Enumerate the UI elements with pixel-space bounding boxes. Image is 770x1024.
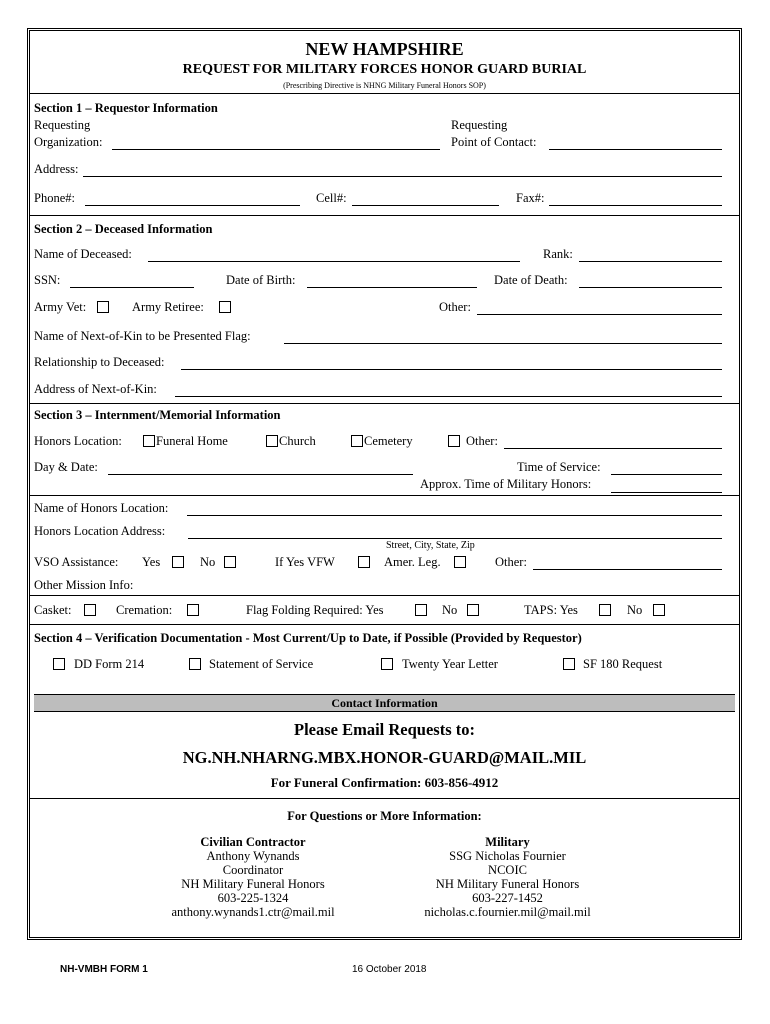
flag-no-label: No bbox=[442, 603, 458, 617]
form-number: NH-VMBH FORM 1 bbox=[60, 964, 148, 975]
statement-checkbox[interactable] bbox=[189, 658, 201, 670]
cell-label: Cell#: bbox=[316, 191, 347, 205]
divider bbox=[30, 624, 739, 625]
directive-note: (Prescribing Directive is NHNG Military Funeral Honors SOP) bbox=[283, 81, 486, 90]
other-field[interactable] bbox=[477, 314, 722, 315]
time-of-service-field[interactable] bbox=[611, 474, 722, 475]
military-email[interactable]: nicholas.c.fournier.mil@mail.mil bbox=[424, 905, 591, 919]
honors-location-address-field[interactable] bbox=[188, 538, 722, 539]
divider bbox=[30, 595, 739, 596]
form-state-title: NEW HAMPSHIRE bbox=[305, 39, 464, 59]
flag-yes-checkbox[interactable] bbox=[415, 604, 427, 616]
divider bbox=[30, 215, 739, 216]
civilian-heading: Civilian Contractor bbox=[200, 835, 306, 849]
form-frame bbox=[27, 28, 742, 940]
day-date-field[interactable] bbox=[108, 474, 413, 475]
civilian-role: Coordinator bbox=[222, 863, 284, 877]
vso-other-label: Other: bbox=[495, 555, 527, 569]
email-address-link[interactable]: NG.NH.NHARNG.MBX.HONOR-GUARD@MAIL.MIL bbox=[182, 748, 587, 767]
army-vet-checkbox[interactable] bbox=[97, 301, 109, 313]
vso-no-label: No bbox=[200, 555, 216, 569]
phone-label: Phone#: bbox=[34, 191, 75, 205]
fax-label: Fax#: bbox=[516, 191, 545, 205]
time-of-service-label: Time of Service: bbox=[517, 460, 601, 474]
casket-checkbox[interactable] bbox=[84, 604, 96, 616]
contact-bar-label: Contact Information bbox=[331, 696, 438, 710]
amer-leg-checkbox[interactable] bbox=[454, 556, 466, 568]
civilian-contact-block bbox=[143, 835, 363, 919]
sf180-checkbox[interactable] bbox=[563, 658, 575, 670]
other-mission-label: Other Mission Info: bbox=[34, 578, 134, 592]
phone-field[interactable] bbox=[85, 205, 300, 206]
taps-no-checkbox[interactable] bbox=[653, 604, 665, 616]
honors-location-name-label: Name of Honors Location: bbox=[34, 501, 169, 515]
section2-title: Section 2 – Deceased Information bbox=[34, 222, 213, 236]
vso-other-field[interactable] bbox=[533, 569, 722, 570]
organization-label: Organization: bbox=[34, 135, 103, 149]
flag-no-checkbox[interactable] bbox=[467, 604, 479, 616]
military-org: NH Military Funeral Honors bbox=[435, 877, 580, 891]
military-name: SSG Nicholas Fournier bbox=[449, 849, 566, 863]
ssn-label: SSN: bbox=[34, 273, 61, 287]
army-vet-label: Army Vet: bbox=[34, 300, 87, 314]
twenty-year-checkbox[interactable] bbox=[381, 658, 393, 670]
point-of-contact-label: Point of Contact: bbox=[451, 135, 537, 149]
organization-field[interactable] bbox=[112, 149, 440, 150]
cell-field[interactable] bbox=[352, 205, 499, 206]
church-checkbox[interactable] bbox=[266, 435, 278, 447]
dod-field[interactable] bbox=[579, 287, 722, 288]
address-field[interactable] bbox=[83, 176, 722, 177]
vso-no-checkbox[interactable] bbox=[224, 556, 236, 568]
funeral-home-label: Funeral Home bbox=[156, 434, 228, 448]
contact-bar bbox=[34, 694, 735, 712]
vso-yes-label: Yes bbox=[142, 555, 161, 569]
cemetery-checkbox[interactable] bbox=[351, 435, 363, 447]
approx-time-label: Approx. Time of Military Honors: bbox=[420, 477, 592, 491]
relationship-field[interactable] bbox=[181, 369, 722, 370]
flag-folding-label: Flag Folding Required: Yes bbox=[246, 603, 384, 617]
next-of-kin-field[interactable] bbox=[284, 343, 722, 344]
form-date: 16 October 2018 bbox=[352, 964, 427, 975]
civilian-name: Anthony Wynands bbox=[206, 849, 300, 863]
vso-yes-checkbox[interactable] bbox=[172, 556, 184, 568]
dod-label: Date of Death: bbox=[494, 273, 568, 287]
address-hint: Street, City, State, Zip bbox=[386, 540, 475, 551]
section3-title: Section 3 – Internment/Memorial Information bbox=[34, 408, 281, 422]
vso-label: VSO Assistance: bbox=[34, 555, 119, 569]
deceased-name-field[interactable] bbox=[148, 261, 520, 262]
twenty-year-label: Twenty Year Letter bbox=[402, 657, 498, 671]
point-of-contact-field[interactable] bbox=[549, 149, 722, 150]
location-other-checkbox[interactable] bbox=[448, 435, 460, 447]
cremation-label: Cremation: bbox=[116, 603, 173, 617]
questions-heading: For Questions or More Information: bbox=[287, 809, 482, 823]
honors-location-name-field[interactable] bbox=[187, 515, 722, 516]
relationship-label: Relationship to Deceased: bbox=[34, 355, 165, 369]
location-other-label: Other: bbox=[466, 434, 498, 448]
deceased-name-label: Name of Deceased: bbox=[34, 247, 132, 261]
honors-location-label: Honors Location: bbox=[34, 434, 122, 448]
fax-field[interactable] bbox=[549, 205, 722, 206]
military-heading: Military bbox=[485, 835, 530, 849]
military-phone: 603-227-1452 bbox=[472, 891, 543, 905]
ssn-field[interactable] bbox=[70, 287, 194, 288]
nok-address-label: Address of Next-of-Kin: bbox=[34, 382, 157, 396]
approx-time-field[interactable] bbox=[611, 492, 722, 493]
civilian-org: NH Military Funeral Honors bbox=[181, 877, 325, 891]
address-label: Address: bbox=[34, 162, 79, 176]
sf180-label: SF 180 Request bbox=[583, 657, 663, 671]
statement-label: Statement of Service bbox=[209, 657, 314, 671]
taps-label: TAPS: Yes bbox=[524, 603, 578, 617]
army-retiree-label: Army Retiree: bbox=[132, 300, 204, 314]
dd214-label: DD Form 214 bbox=[74, 657, 145, 671]
civilian-phone: 603-225-1324 bbox=[217, 891, 289, 905]
section4-title: Section 4 – Verification Documentation - Most Current/Up to Date, if Possible (Provided by Requestor) bbox=[34, 631, 582, 645]
divider bbox=[30, 93, 739, 94]
requesting-label-2: Requesting bbox=[451, 118, 508, 132]
day-date-label: Day & Date: bbox=[34, 460, 98, 474]
email-heading: Please Email Requests to: bbox=[293, 720, 476, 739]
military-role: NCOIC bbox=[488, 863, 527, 877]
other-label: Other: bbox=[439, 300, 471, 314]
rank-field[interactable] bbox=[579, 261, 722, 262]
form-title: REQUEST FOR MILITARY FORCES HONOR GUARD BURIAL bbox=[182, 62, 587, 77]
taps-no-label: No bbox=[627, 603, 643, 617]
taps-yes-checkbox[interactable] bbox=[599, 604, 611, 616]
rank-label: Rank: bbox=[543, 247, 573, 261]
nok-address-field[interactable] bbox=[175, 396, 722, 397]
vfw-checkbox[interactable] bbox=[358, 556, 370, 568]
amer-leg-label: Amer. Leg. bbox=[384, 555, 441, 569]
cremation-checkbox[interactable] bbox=[187, 604, 199, 616]
casket-label: Casket: bbox=[34, 603, 72, 617]
next-of-kin-label: Name of Next-of-Kin to be Presented Flag: bbox=[34, 329, 251, 343]
dob-label: Date of Birth: bbox=[226, 273, 296, 287]
dob-field[interactable] bbox=[307, 287, 477, 288]
if-yes-vfw-label: If Yes VFW bbox=[275, 555, 335, 569]
divider bbox=[30, 495, 739, 496]
military-contact-block bbox=[400, 835, 615, 919]
dd214-checkbox[interactable] bbox=[53, 658, 65, 670]
honors-location-address-label: Honors Location Address: bbox=[34, 524, 166, 538]
army-retiree-checkbox[interactable] bbox=[219, 301, 231, 313]
cemetery-label: Cemetery bbox=[364, 434, 413, 448]
divider bbox=[30, 798, 739, 799]
section1-title: Section 1 – Requestor Information bbox=[34, 101, 218, 115]
divider bbox=[30, 403, 739, 404]
confirmation-phone: For Funeral Confirmation: 603-856-4912 bbox=[270, 775, 499, 790]
funeral-home-checkbox[interactable] bbox=[143, 435, 155, 447]
church-label: Church bbox=[279, 434, 316, 448]
civilian-email[interactable]: anthony.wynands1.ctr@mail.mil bbox=[171, 905, 335, 919]
location-other-field[interactable] bbox=[504, 448, 722, 449]
requesting-label: Requesting bbox=[34, 118, 91, 132]
